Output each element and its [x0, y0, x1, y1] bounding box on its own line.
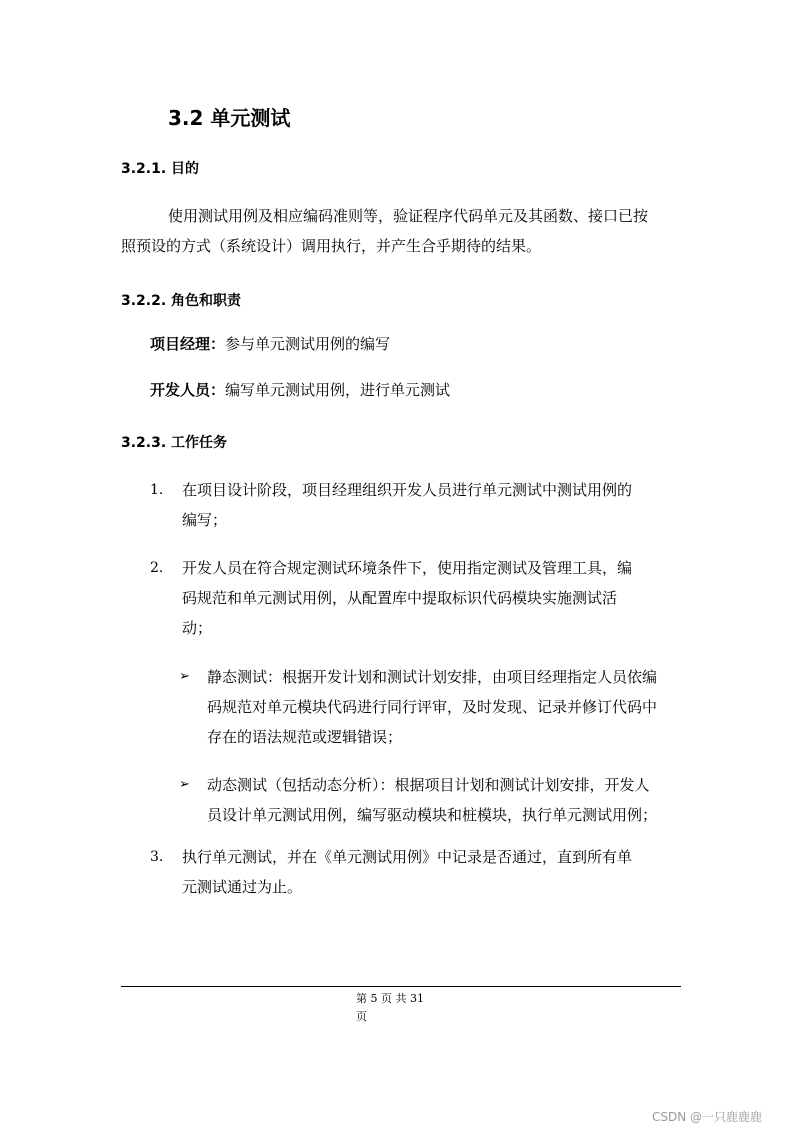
task-3-line-2: 元测试通过为止。	[182, 878, 303, 896]
arrow-bullet-icon: ➢	[179, 777, 190, 792]
role-item-dev	[150, 375, 450, 405]
static-test-line-3: 存在的语法规范或逻辑错误；	[207, 728, 403, 746]
purpose-line-2: 照预设的方式（系统设计）调用执行，并产生合乎期待的结果。	[121, 237, 542, 255]
tasks-heading: 3.2.3. 工作任务	[121, 435, 228, 451]
purpose-heading: 3.2.1. 目的	[121, 161, 200, 177]
list-item-number: 2.	[150, 560, 164, 576]
arrow-bullet-icon: ➢	[179, 669, 190, 684]
section-title: 3.2 单元测试	[168, 106, 291, 130]
static-test-line-2: 码规范对单元模块代码进行同行评审，及时发现、记录并修订代码中	[207, 698, 658, 716]
task-1-line-1: 在项目设计阶段，项目经理组织开发人员进行单元测试中测试用例的	[182, 481, 633, 499]
task-1-line-2: 编写；	[182, 511, 228, 529]
list-item-number: 1.	[150, 482, 164, 498]
role-text: 参与单元测试用例的编写	[225, 335, 391, 353]
task-2-line-2: 码规范和单元测试用例，从配置库中提取标识代码模块实施测试活	[182, 589, 618, 607]
role-text: 编写单元测试用例，进行单元测试	[225, 381, 451, 399]
role-label: 项目经理：	[150, 335, 226, 353]
static-test-line-1: 静态测试：根据开发计划和测试计划安排，由项目经理指定人员依编	[207, 668, 658, 686]
task-2-line-3: 动；	[182, 619, 213, 637]
role-label: 开发人员：	[150, 381, 226, 399]
task-2-line-1: 开发人员在符合规定测试环境条件下，使用指定测试及管理工具，编	[182, 559, 633, 577]
csdn-watermark: CSDN @一只鹿鹿鹿	[652, 1110, 763, 1124]
dynamic-test-line-2: 员设计单元测试用例，编写驱动模块和桩模块，执行单元测试用例；	[207, 806, 658, 824]
page-number-line-2: 页	[356, 1010, 367, 1023]
roles-heading: 3.2.2. 角色和职责	[121, 293, 242, 309]
page-number-line-1: 第 5 页 共 31	[356, 992, 424, 1005]
list-item-number: 3.	[150, 849, 164, 865]
role-item-pm	[150, 329, 390, 359]
purpose-line-1: 使用测试用例及相应编码准则等，验证程序代码单元及其函数、接口已按	[168, 207, 649, 225]
dynamic-test-line-1: 动态测试（包括动态分析）：根据项目计划和测试计划安排，开发人	[207, 776, 650, 794]
footer-divider	[121, 986, 681, 987]
task-3-line-1: 执行单元测试，并在《单元测试用例》中记录是否通过，直到所有单	[182, 848, 633, 866]
